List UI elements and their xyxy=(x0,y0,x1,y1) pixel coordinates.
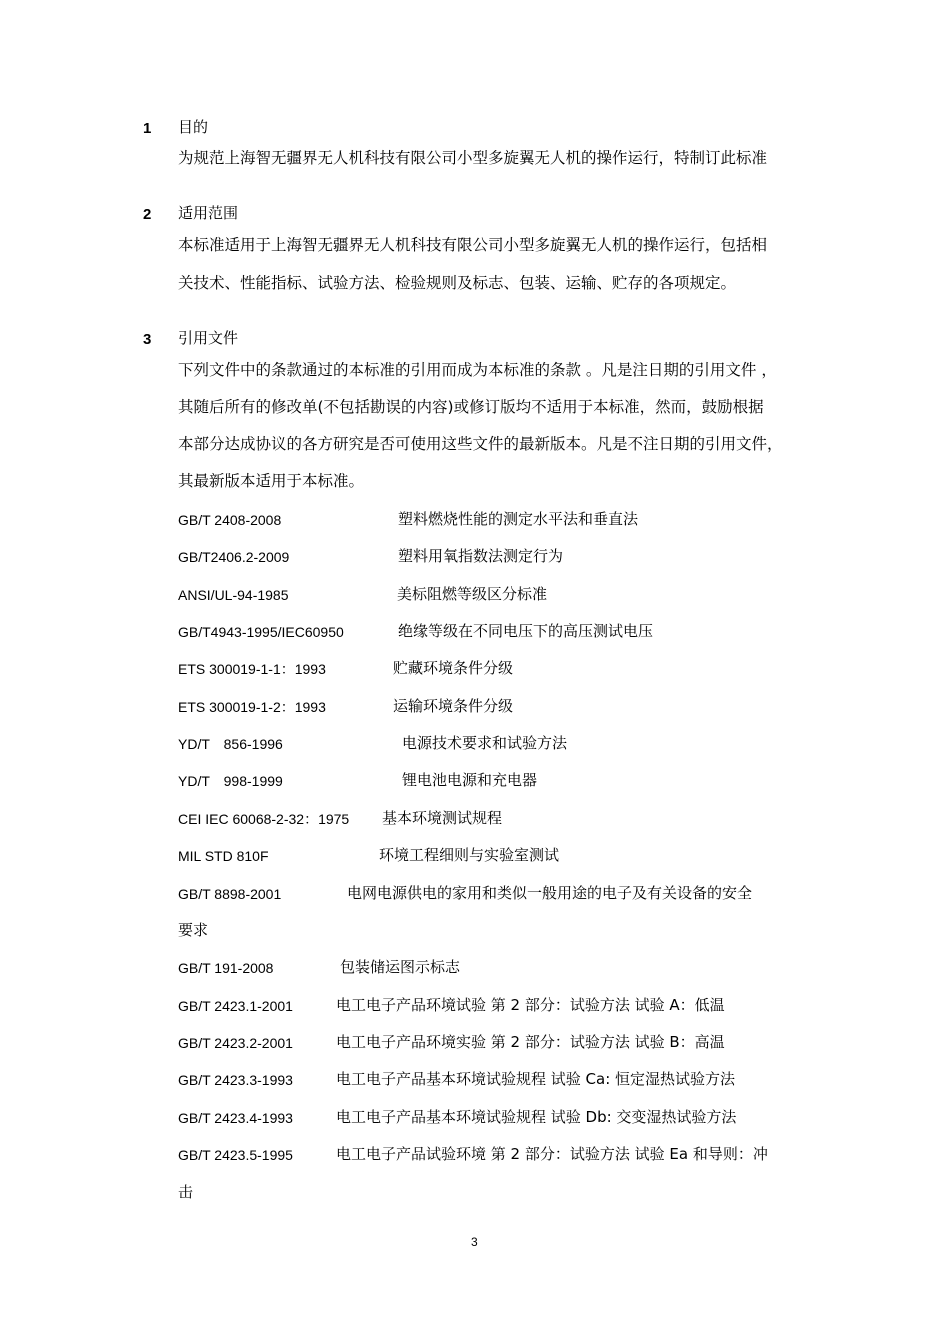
reference-code: ANSI/UL-94-1985 xyxy=(178,587,289,603)
section-title: 引用文件 xyxy=(178,329,239,347)
reference-code: YD/T 998-1999 xyxy=(178,773,283,789)
page-number: 3 xyxy=(471,1235,478,1249)
paragraph-line: 下列文件中的条款通过的本标准的引用而成为本标准的条款 。凡是注日期的引用文件 ， xyxy=(178,361,777,379)
reference-title: 塑料用氧指数法测定行为 xyxy=(398,547,564,565)
reference-code: GB/T2406.2-2009 xyxy=(178,549,290,565)
reference-code: YD/T 856-1996 xyxy=(178,736,283,752)
paragraph-line: 本标准适用于上海智无疆界无人机科技有限公司小型多旋翼无人机的操作运行，包括相 xyxy=(178,236,768,254)
reference-title: 环境工程细则与实验室测试 xyxy=(379,846,560,864)
paragraph-line: 为规范上海智无疆界无人机科技有限公司小型多旋翼无人机的操作运行，特制订此标准 xyxy=(178,149,768,167)
reference-code: GB/T 2423.3-1993 xyxy=(178,1072,293,1088)
reference-code: GB/T 2423.5-1995 xyxy=(178,1147,293,1163)
reference-title: 贮藏环境条件分级 xyxy=(393,659,514,677)
reference-title: 绝缘等级在不同电压下的高压测试电压 xyxy=(398,622,654,640)
reference-title: 电工电子产品环境实验 第 2 部分：试验方法 试验 B：高温 xyxy=(336,1033,725,1051)
reference-code: MIL STD 810F xyxy=(178,848,269,864)
reference-code: GB/T 2423.2-2001 xyxy=(178,1035,293,1051)
reference-title-continuation: 击 xyxy=(178,1183,194,1201)
section-title: 适用范围 xyxy=(178,204,239,222)
section-number: 2 xyxy=(143,206,152,223)
reference-code: ETS 300019-1-1：1993 xyxy=(178,661,326,677)
reference-title: 电工电子产品基本环境试验规程 试验 Db: 交变湿热试验方法 xyxy=(336,1108,737,1126)
reference-title: 锂电池电源和充电器 xyxy=(402,771,538,789)
paragraph-line: 其最新版本适用于本标准。 xyxy=(178,472,365,490)
paragraph-line: 关技术、性能指标、试验方法、检验规则及标志、包装、运输、贮存的各项规定。 xyxy=(178,274,737,292)
reference-code: ETS 300019-1-2：1993 xyxy=(178,699,326,715)
section-number: 1 xyxy=(143,120,152,137)
reference-title: 美标阻燃等级区分标准 xyxy=(397,585,548,603)
reference-code: GB/T 191-2008 xyxy=(178,960,274,976)
reference-code: GB/T 2423.4-1993 xyxy=(178,1110,293,1126)
reference-title: 电工电子产品环境试验 第 2 部分：试验方法 试验 A：低温 xyxy=(336,996,725,1014)
reference-code: CEI IEC 60068-2-32：1975 xyxy=(178,811,350,827)
reference-code: GB/T 8898-2001 xyxy=(178,886,282,902)
paragraph-line: 其随后所有的修改单(不包括勘误的内容)或修订版均不适用于本标准，然而，鼓励根据 xyxy=(178,398,764,416)
reference-title: 电工电子产品试验环境 第 2 部分：试验方法 试验 Ea 和导则：冲 xyxy=(336,1145,768,1163)
reference-title: 基本环境测试规程 xyxy=(382,809,503,827)
reference-title: 塑料燃烧性能的测定水平法和垂直法 xyxy=(398,510,639,528)
reference-code: GB/T 2423.1-2001 xyxy=(178,998,293,1014)
reference-title: 运输环境条件分级 xyxy=(393,697,514,715)
reference-title: 包装储运图示标志 xyxy=(340,958,461,976)
reference-title: 电源技术要求和试验方法 xyxy=(402,734,568,752)
section-number: 3 xyxy=(143,331,152,348)
paragraph-line: 本部分达成协议的各方研究是否可使用这些文件的最新版本。凡是不注日期的引用文件， xyxy=(178,435,783,453)
reference-code: GB/T4943-1995/IEC60950 xyxy=(178,624,344,640)
reference-title-continuation: 要求 xyxy=(178,921,209,939)
section-title: 目的 xyxy=(178,118,209,136)
reference-code: GB/T 2408-2008 xyxy=(178,512,282,528)
reference-title: 电网电源供电的家用和类似一般用途的电子及有关设备的安全 xyxy=(347,884,753,902)
reference-title: 电工电子产品基本环境试验规程 试验 Ca: 恒定湿热试验方法 xyxy=(336,1070,736,1088)
